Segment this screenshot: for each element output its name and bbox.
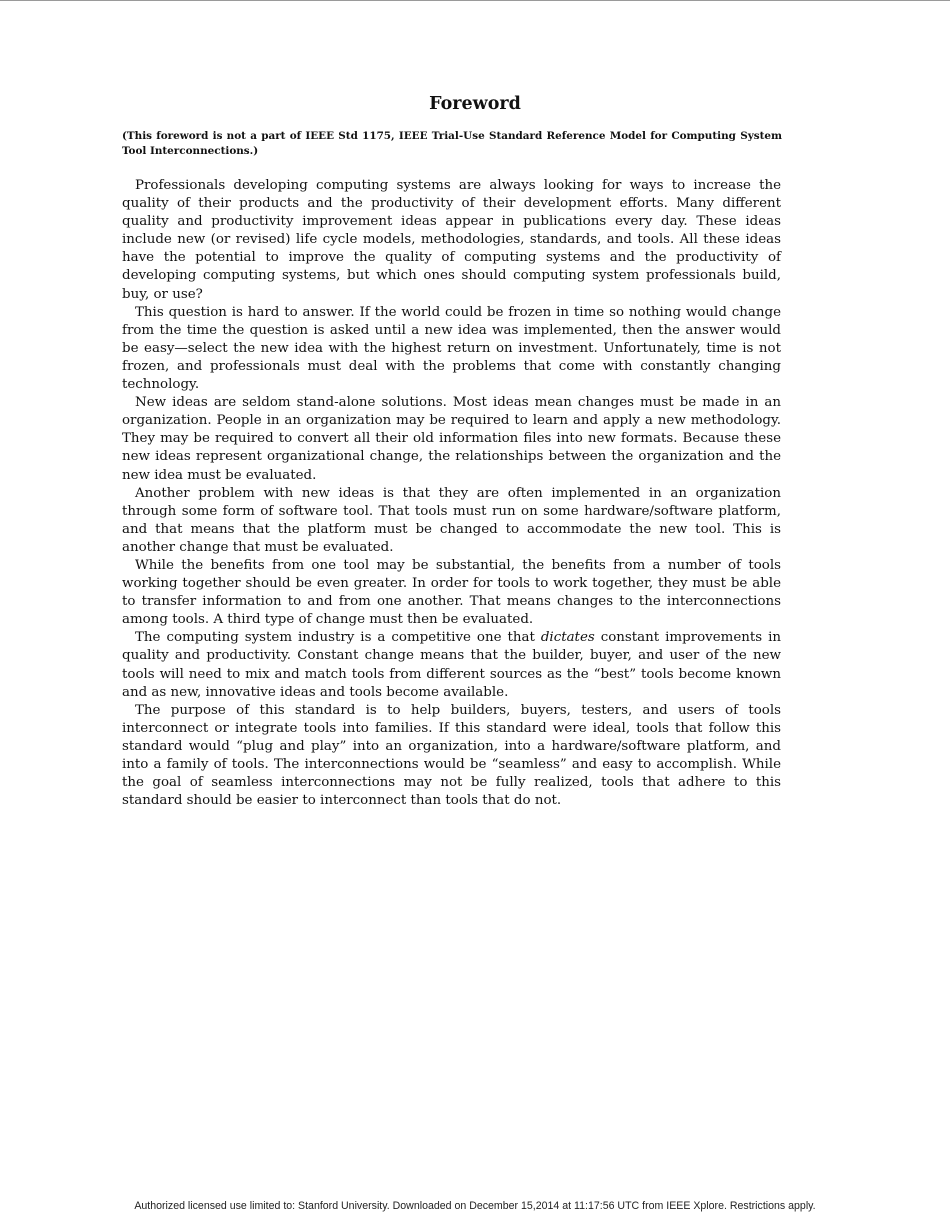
foreword-note: (This foreword is not a part of IEEE Std 1175, IEEE Trial-Use Standard Reference Model for Computing System Tool Interconnections.) <box>122 130 782 157</box>
paragraph-1: Professionals developing computing systems are always looking for ways to increase the quality of their products and the productivity of their development efforts. Many different quality and productivity improvement ideas appear in publications every day. These ideas include new (or revised) life cycle models, methodologies, standards, and tools. All these ideas have the potential to improve the quality of computing systems and the productivity of developing computing systems, but which ones should computing system professionals build, buy, or use? <box>122 178 781 302</box>
paragraph-4: Another problem with new ideas is that they are often implemented in an organization through some form of software tool. That tools must run on some hardware/software platform, and that means that the platform must be changed to accommodate the new tool. This is another change that must be evaluated. <box>122 485 781 555</box>
paragraph-6-end: constant improvements in quality and productivity. Constant change means that the builder, buyer, and user of the new tools will need to mix and match tools from different sources as the “best” tools become known and as new, innovative ideas and tools become available. <box>122 630 781 700</box>
top-border-line <box>0 0 950 1</box>
page-title: Foreword <box>429 94 521 114</box>
paragraph-6 <box>122 629 781 701</box>
paragraph-6-start: The computing system industry is a competitive one that <box>135 630 541 646</box>
paragraph-7: The purpose of this standard is to help builders, buyers, testers, and users of tools interconnect or integrate tools into families. If this standard were ideal, tools that follow this standard would “plug and play” into an organization, into a hardware/software platform, and into a family of tools. The interconnections would be “seamless” and easy to accomplish. While the goal of seamless interconnections may not be fully realized, tools that adhere to this standard should be easier to interconnect than tools that do not. <box>122 702 781 809</box>
paragraph-5: While the benefits from one tool may be substantial, the benefits from a number of tools working together should be even greater. In order for tools to work together, they must be able to transfer information to and from one another. That means changes to the interconnections among tools. A third type of change must then be evaluated. <box>122 557 781 628</box>
license-footer: Authorized licensed use limited to: Stanford University. Downloaded on December 15,2014 at 11:17:56 UTC from IEEE Xplore. Restrictions apply. <box>134 1200 816 1212</box>
foreword-body <box>122 177 781 810</box>
paragraph-3: New ideas are seldom stand-alone solutions. Most ideas mean changes must be made in an organization. People in an organization may be required to learn and apply a new methodology. They may be required to convert all their old information files into new formats. Because these new ideas represent organizational change, the relationships between the organization and the new idea must be evaluated. <box>122 395 781 483</box>
paragraph-2: This question is hard to answer. If the world could be frozen in time so nothing would change from the time the question is asked until a new idea was implemented, then the answer would be easy—select the new idea with the highest return on investment. Unfortunately, time is not frozen, and professionals must deal with the problems that come with constantly changing technology. <box>122 304 781 393</box>
paragraph-6-emphasis: dictates <box>540 630 595 646</box>
